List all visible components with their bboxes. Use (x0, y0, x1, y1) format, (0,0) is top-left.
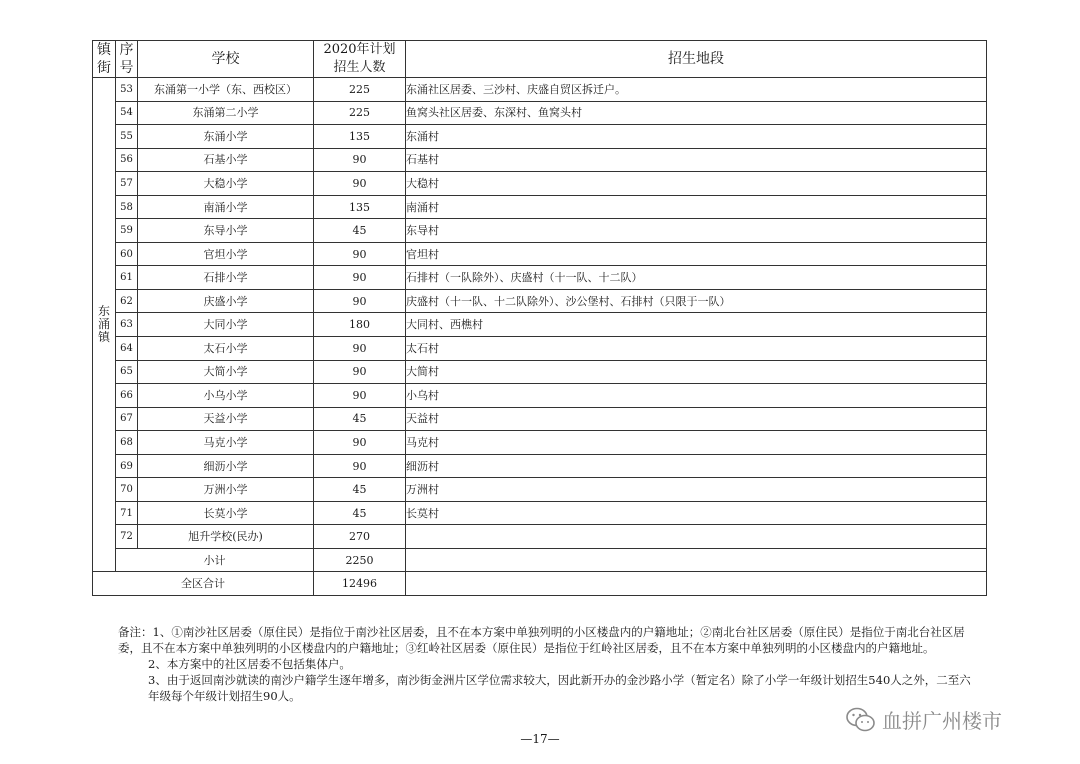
header-plan: 2020年计划 招生人数 (314, 41, 406, 78)
row-no: 54 (116, 101, 138, 125)
table-row (93, 407, 987, 431)
table-row (93, 478, 987, 502)
row-school: 小乌小学 (138, 384, 314, 408)
row-area: 大简村 (406, 360, 987, 384)
header-school: 学校 (138, 41, 314, 78)
table-row (93, 78, 987, 102)
row-school: 太石小学 (138, 337, 314, 361)
row-area: 庆盛村（十一队、十二队除外）、沙公堡村、石排村（只限于一队） (406, 289, 987, 313)
row-school: 东导小学 (138, 219, 314, 243)
row-school: 官坦小学 (138, 242, 314, 266)
row-school: 万洲小学 (138, 478, 314, 502)
row-count: 180 (314, 313, 406, 337)
row-school: 大稳小学 (138, 172, 314, 196)
row-school: 南涌小学 (138, 195, 314, 219)
total-label: 全区合计 (93, 572, 314, 596)
row-area: 万洲村 (406, 478, 987, 502)
row-count: 45 (314, 501, 406, 525)
row-no: 70 (116, 478, 138, 502)
row-count: 225 (314, 101, 406, 125)
row-count: 90 (314, 384, 406, 408)
row-no: 59 (116, 219, 138, 243)
row-no: 62 (116, 289, 138, 313)
row-count: 45 (314, 219, 406, 243)
wechat-icon (846, 707, 876, 733)
header-area: 招生地段 (406, 41, 987, 78)
row-school: 细沥小学 (138, 454, 314, 478)
table-row (93, 266, 987, 290)
row-area: 石排村（一队除外）、庆盛村（十一队、十二队） (406, 266, 987, 290)
row-area: 东涌村 (406, 125, 987, 149)
row-count: 90 (314, 172, 406, 196)
row-count: 135 (314, 125, 406, 149)
row-count: 90 (314, 431, 406, 455)
table-row (93, 360, 987, 384)
row-no: 66 (116, 384, 138, 408)
table-row (93, 242, 987, 266)
row-school: 东涌小学 (138, 125, 314, 149)
row-area: 南涌村 (406, 195, 987, 219)
table-row (93, 337, 987, 361)
row-no: 71 (116, 501, 138, 525)
row-count: 90 (314, 454, 406, 478)
row-school: 庆盛小学 (138, 289, 314, 313)
table-row (93, 195, 987, 219)
row-count: 135 (314, 195, 406, 219)
row-area: 细沥村 (406, 454, 987, 478)
enrollment-table (92, 40, 987, 596)
row-count: 90 (314, 337, 406, 361)
table-row (93, 501, 987, 525)
row-count: 90 (314, 360, 406, 384)
table-row (93, 289, 987, 313)
total-area (406, 572, 987, 596)
row-no: 64 (116, 337, 138, 361)
row-count: 90 (314, 242, 406, 266)
row-no: 55 (116, 125, 138, 149)
table-row (93, 313, 987, 337)
note-2: 2、本方案中的社区居委不包括集体户。 (148, 657, 351, 671)
subtotal-label: 小计 (116, 548, 314, 572)
row-area: 鱼窝头社区居委、东深村、鱼窝头村 (406, 101, 987, 125)
header-town: 镇 街 (93, 41, 116, 78)
total-row (93, 572, 987, 596)
row-school: 马克小学 (138, 431, 314, 455)
row-area: 大稳村 (406, 172, 987, 196)
table-row (93, 384, 987, 408)
page-number: —17— (520, 732, 560, 746)
row-area: 天益村 (406, 407, 987, 431)
row-school: 东涌第二小学 (138, 101, 314, 125)
table-row (93, 525, 987, 549)
row-count: 225 (314, 78, 406, 102)
row-area: 东涌社区居委、三沙村、庆盛自贸区拆迁户。 (406, 78, 987, 102)
row-school: 大简小学 (138, 360, 314, 384)
table-row (93, 172, 987, 196)
note-1: 备注：1、①南沙社区居委（原住民）是指位于南沙社区居委，且不在本方案中单独列明的小区楼盘内的户籍地址；②南北台社区居委（原住民）是指位于南北台社区居委，且不在本方案中单独列明的小区楼盘内的户籍地址；③红岭社区居委（原住民）是指位于红岭社区居委，且不在本方案中单独列明的小区楼盘内的户籍地址。 (118, 625, 965, 655)
total-count: 12496 (314, 572, 406, 596)
town-cell: 东 涌 镇 (93, 78, 116, 572)
table-row (93, 101, 987, 125)
row-area: 长莫村 (406, 501, 987, 525)
row-count: 90 (314, 148, 406, 172)
row-area: 石基村 (406, 148, 987, 172)
row-no: 65 (116, 360, 138, 384)
row-school: 长莫小学 (138, 501, 314, 525)
table-row (93, 148, 987, 172)
row-school: 大同小学 (138, 313, 314, 337)
row-school: 石排小学 (138, 266, 314, 290)
row-no: 63 (116, 313, 138, 337)
row-no: 58 (116, 195, 138, 219)
row-no: 69 (116, 454, 138, 478)
watermark (846, 705, 1002, 734)
row-no: 72 (116, 525, 138, 549)
row-area: 大同村、西樵村 (406, 313, 987, 337)
table-row (93, 125, 987, 149)
row-no: 67 (116, 407, 138, 431)
header-no: 序 号 (116, 41, 138, 78)
table-header-row (93, 41, 987, 78)
row-count: 270 (314, 525, 406, 549)
row-school: 旭升学校(民办) (138, 525, 314, 549)
row-count: 45 (314, 478, 406, 502)
note-3: 3、由于返回南沙就读的南沙户籍学生逐年增多，南沙街金洲片区学位需求较大，因此新开办的金沙路小学（暂定名）除了小学一年级计划招生540人之外，二至六年级每个年级计划招生90人。 (148, 673, 971, 703)
row-no: 68 (116, 431, 138, 455)
row-area: 马克村 (406, 431, 987, 455)
row-no: 56 (116, 148, 138, 172)
row-no: 60 (116, 242, 138, 266)
subtotal-row (93, 548, 987, 572)
row-school: 天益小学 (138, 407, 314, 431)
subtotal-area (406, 548, 987, 572)
row-count: 90 (314, 289, 406, 313)
watermark-text: 血拼广州楼市 (882, 709, 1002, 733)
row-school: 石基小学 (138, 148, 314, 172)
row-area: 太石村 (406, 337, 987, 361)
notes-section (118, 624, 976, 704)
row-no: 61 (116, 266, 138, 290)
table-row (93, 219, 987, 243)
row-school: 东涌第一小学（东、西校区） (138, 78, 314, 102)
row-count: 45 (314, 407, 406, 431)
table-row (93, 431, 987, 455)
row-area: 官坦村 (406, 242, 987, 266)
row-area: 东导村 (406, 219, 987, 243)
subtotal-count: 2250 (314, 548, 406, 572)
row-area (406, 525, 987, 549)
row-no: 57 (116, 172, 138, 196)
row-no: 53 (116, 78, 138, 102)
table-row (93, 454, 987, 478)
row-area: 小乌村 (406, 384, 987, 408)
row-count: 90 (314, 266, 406, 290)
